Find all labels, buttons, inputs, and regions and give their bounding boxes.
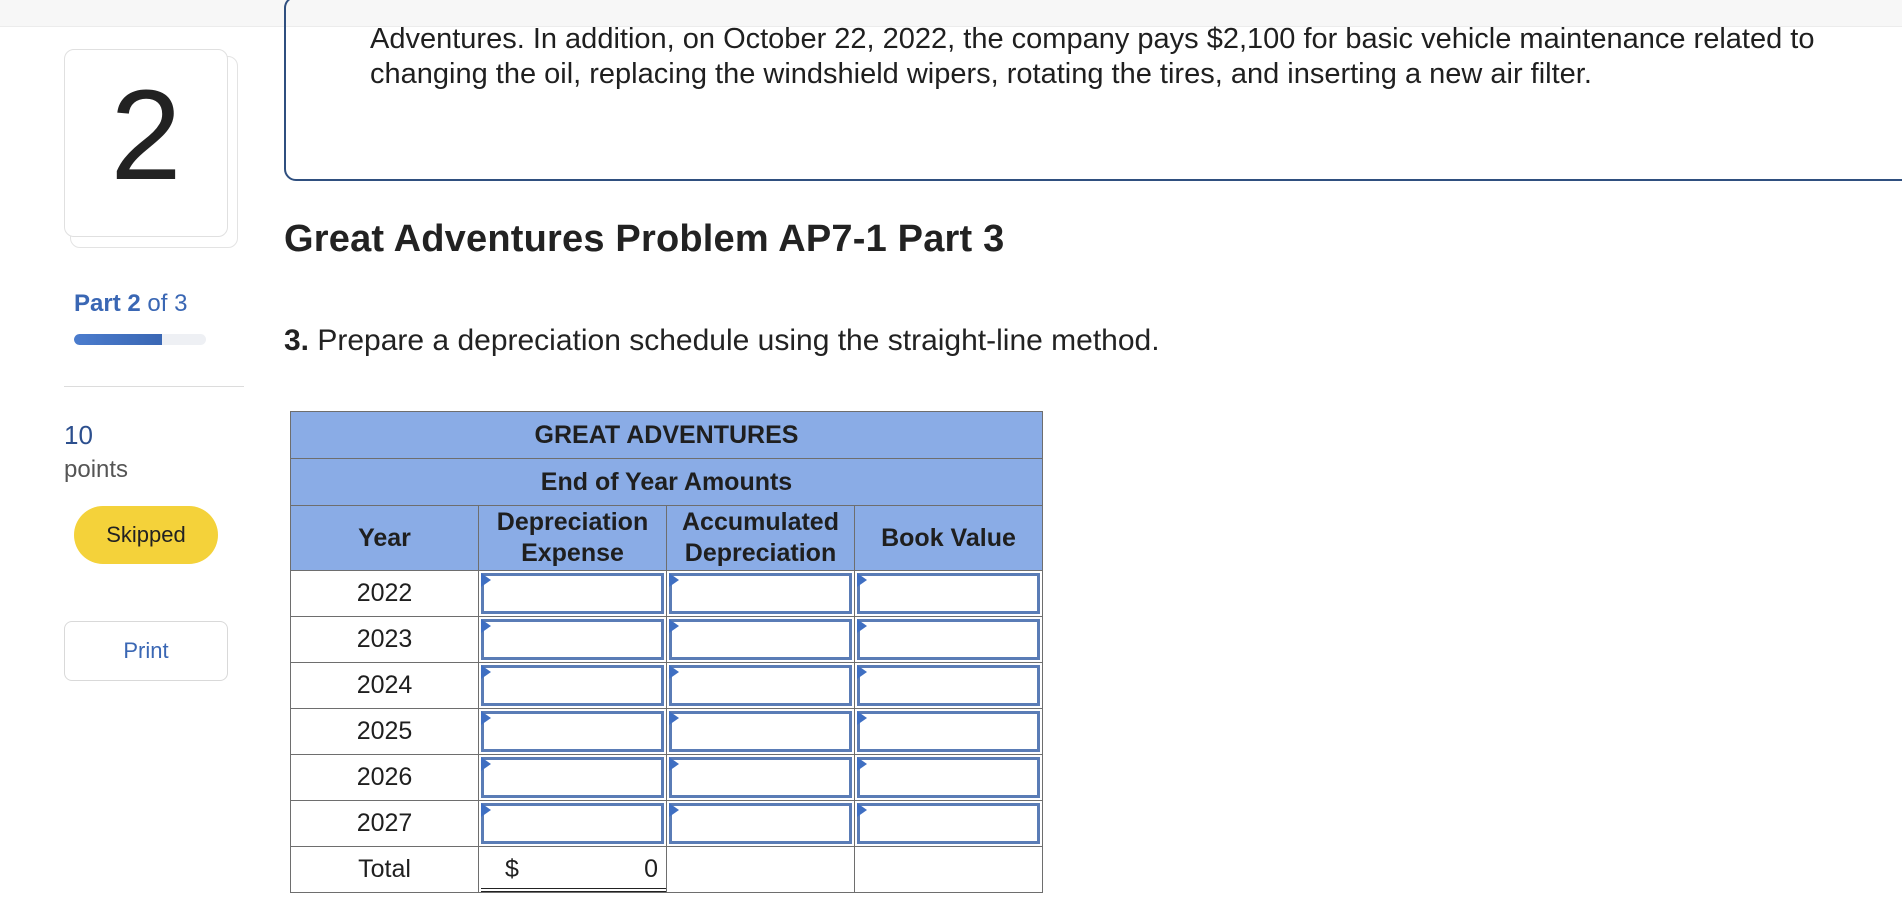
table-row — [291, 571, 1043, 617]
table-cell — [479, 709, 667, 755]
part-suffix: of 3 — [147, 290, 188, 317]
table-cell — [667, 709, 855, 755]
col-header-book-value: Book Value — [855, 506, 1043, 571]
total-value: 0 — [644, 855, 658, 883]
table-cell — [667, 755, 855, 801]
year-cell: 2027 — [291, 801, 479, 847]
year-cell: 2022 — [291, 571, 479, 617]
points-value: 10 — [64, 420, 93, 450]
table-row — [291, 617, 1043, 663]
table-cell — [479, 801, 667, 847]
year-cell: 2025 — [291, 709, 479, 755]
total-row — [291, 847, 1043, 893]
accumulated-depreciation-input[interactable] — [669, 803, 852, 844]
depreciation-expense-input[interactable] — [481, 711, 664, 752]
table-title: GREAT ADVENTURES — [291, 412, 1043, 459]
part-progress-label — [74, 290, 187, 318]
col-header-year: Year — [291, 506, 479, 571]
table-row — [291, 801, 1043, 847]
double-underline — [481, 888, 666, 892]
depreciation-expense-input[interactable] — [481, 803, 664, 844]
table-cell — [855, 663, 1043, 709]
col-header-depreciation-expense: Depreciation Expense — [479, 506, 667, 571]
book-value-input[interactable] — [857, 619, 1040, 660]
accumulated-depreciation-input[interactable] — [669, 711, 852, 752]
col-header-accumulated-depreciation: Accumulated Depreciation — [667, 506, 855, 571]
instruction-text: Prepare a depreciation schedule using the straight-line method. — [309, 324, 1160, 357]
table-subtitle: End of Year Amounts — [291, 459, 1043, 506]
table-cell — [667, 571, 855, 617]
part-current: 2 — [127, 290, 141, 317]
depreciation-expense-input[interactable] — [481, 665, 664, 706]
table-cell — [855, 571, 1043, 617]
table-cell — [855, 801, 1043, 847]
table-cell — [667, 617, 855, 663]
part-progress-bar — [74, 334, 206, 345]
total-label: Total — [291, 847, 479, 893]
instruction-number: 3. — [284, 324, 310, 357]
table-cell — [479, 571, 667, 617]
accumulated-depreciation-input[interactable] — [669, 665, 852, 706]
year-cell: 2026 — [291, 755, 479, 801]
status-badge: Skipped — [74, 506, 218, 564]
table-cell — [667, 801, 855, 847]
depreciation-schedule-table — [290, 411, 1043, 893]
total-accumulated-depreciation — [667, 847, 855, 893]
table-cell — [479, 663, 667, 709]
table-cell — [855, 617, 1043, 663]
year-cell: 2024 — [291, 663, 479, 709]
points-label: points — [64, 456, 129, 483]
part-prefix: Part — [74, 290, 121, 317]
table-row — [291, 755, 1043, 801]
year-cell: 2023 — [291, 617, 479, 663]
depreciation-expense-input[interactable] — [481, 757, 664, 798]
book-value-input[interactable] — [857, 803, 1040, 844]
table-cell — [479, 617, 667, 663]
table-cell — [855, 755, 1043, 801]
rail-divider — [64, 386, 244, 387]
book-value-input[interactable] — [857, 665, 1040, 706]
table-cell — [855, 709, 1043, 755]
instruction — [284, 324, 1160, 358]
book-value-input[interactable] — [857, 573, 1040, 614]
accumulated-depreciation-input[interactable] — [669, 757, 852, 798]
book-value-input[interactable] — [857, 711, 1040, 752]
table-row — [291, 663, 1043, 709]
book-value-input[interactable] — [857, 757, 1040, 798]
accumulated-depreciation-input[interactable] — [669, 619, 852, 660]
accumulated-depreciation-input[interactable] — [669, 573, 852, 614]
depreciation-expense-input[interactable] — [481, 619, 664, 660]
table-cell — [479, 755, 667, 801]
problem-prompt-text: Adventures. In addition, on October 22, 2022, the company pays $2,100 for basic vehicle maintenance related to changing the oil, replacing the windshield wipers, rotating the tires, and inserting a new air filter. — [370, 23, 1815, 90]
table-cell — [667, 663, 855, 709]
total-book-value — [855, 847, 1043, 893]
depreciation-expense-input[interactable] — [481, 573, 664, 614]
table-row — [291, 709, 1043, 755]
part-progress-fill — [74, 334, 162, 345]
print-button[interactable]: Print — [64, 621, 228, 681]
currency-symbol: $ — [505, 855, 519, 883]
page-title: Great Adventures Problem AP7-1 Part 3 — [284, 218, 1005, 260]
question-number: 2 — [110, 64, 182, 207]
total-depreciation-expense — [479, 847, 667, 893]
question-number-card — [64, 49, 228, 237]
